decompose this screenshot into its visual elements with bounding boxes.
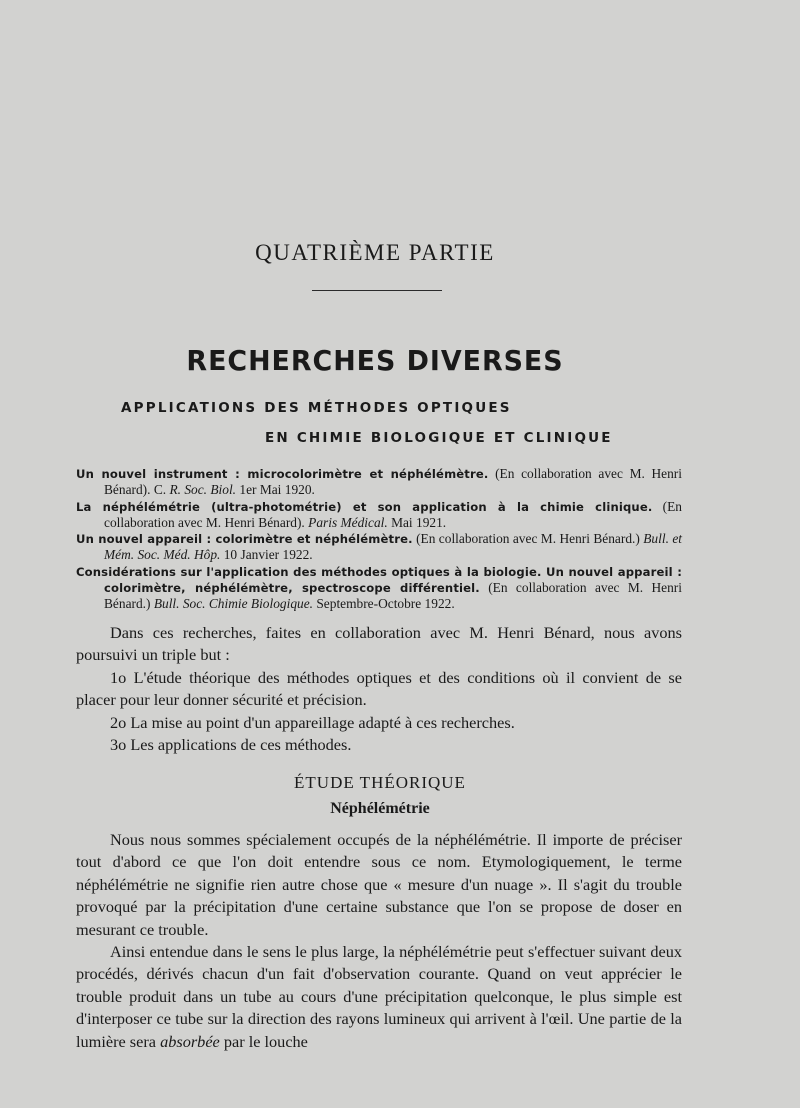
paragraph-text: Ainsi entendue dans le sens le plus large, la néphélémétrie peut s'effectuer suivant deux procédés, dérivés chacun d'un fait d'observation courante. Quand on veut apprécier le trouble produit dans un tube au cours d'une précipitation quelconque, le plus simple est d'interposer ce tube sur la direction des rayons lumineux qui arrivent à l'œil. Une partie de la lumière sera <box>76 942 682 1051</box>
reference-title: La néphélémétrie (ultra-photométrie) et son application à la chimie clinique. <box>76 499 653 514</box>
reference-details: (En collaboration avec M. Henri Bénard.) <box>412 531 644 547</box>
reference-details: (En collaboration avec M. Henri Bénard). C. <box>104 466 682 498</box>
main-heading: RECHERCHES DIVERSES <box>186 344 564 377</box>
reference-journal: Bull. Soc. Chimie Biologique. <box>153 596 314 612</box>
reference-item <box>76 466 682 499</box>
reference-date: Septembre-Octobre 1922. <box>313 596 455 612</box>
reference-item <box>76 499 682 532</box>
reference-date: 10 Janvier 1922. <box>220 547 313 563</box>
reference-date: Mai 1921. <box>387 514 447 530</box>
reference-title: Un nouvel appareil : colorimètre et néphélémètre. <box>76 532 413 547</box>
sub-heading-line-1: APPLICATIONS DES MÉTHODES OPTIQUES <box>121 400 512 416</box>
intro-point-2: 2o La mise au point d'un appareillage adapté à ces recherches. <box>110 712 515 732</box>
reference-date: 1er Mai 1920. <box>236 482 315 498</box>
reference-item <box>76 531 682 564</box>
part-title: QUATRIÈME PARTIE <box>255 240 495 265</box>
reference-journal: Paris Médical. <box>308 514 388 530</box>
sub-heading-line-2: EN CHIMIE BIOLOGIQUE ET CLINIQUE <box>265 430 613 446</box>
intro-point-1: 1o L'étude théorique des méthodes optiques et des conditions où il convient de se placer pour leur donner sécurité et précision. <box>76 667 682 710</box>
title-divider <box>312 290 442 291</box>
reference-journal: R. Soc. Biol. <box>169 482 237 498</box>
intro-section <box>76 622 682 756</box>
reference-title: Un nouvel instrument : microcolorimètre et néphélémètre. <box>76 467 489 481</box>
main-text <box>76 829 682 1053</box>
reference-item <box>76 564 682 613</box>
intro-point-3: 3o Les applications de ces méthodes. <box>110 735 352 755</box>
reference-journal: Bull. et Mém. Soc. Méd. Hôp. <box>104 531 682 563</box>
section-subtitle: Néphélémétrie <box>330 800 430 817</box>
reference-title: Considérations sur l'application des méthodes optiques à la biologie. Un nouvel appareil : colorimètre, néphélémètre, spectroscope différentiel. <box>76 564 682 596</box>
reference-details: (En collaboration avec M. Henri Bénard). <box>104 498 682 530</box>
body-paragraph: Nous nous sommes spécialement occupés de la néphélémétrie. Il importe de préciser tout d'abord ce que l'on doit entendre sous ce nom. Etymologiquement, le terme néphélémétrie ne signifie rien autre chose que « mesure d'un nuage ». Il s'agit du trouble provoqué par la précipitation d'une certaine substance que l'on se propose de doser en mesurant ce trouble. <box>76 830 682 939</box>
reference-details: (En collaboration avec M. Henri Bénard.) <box>104 580 682 612</box>
body-paragraph <box>76 941 682 1053</box>
intro-paragraph: Dans ces recherches, faites en collaboration avec M. Henri Bénard, nous avons poursuivi un triple but : <box>76 623 682 665</box>
emphasized-word: absorbée <box>160 1031 220 1051</box>
paragraph-text-end: par le louche <box>219 1031 308 1051</box>
section-title: ÉTUDE THÉORIQUE <box>294 773 466 792</box>
reference-list <box>76 466 682 613</box>
